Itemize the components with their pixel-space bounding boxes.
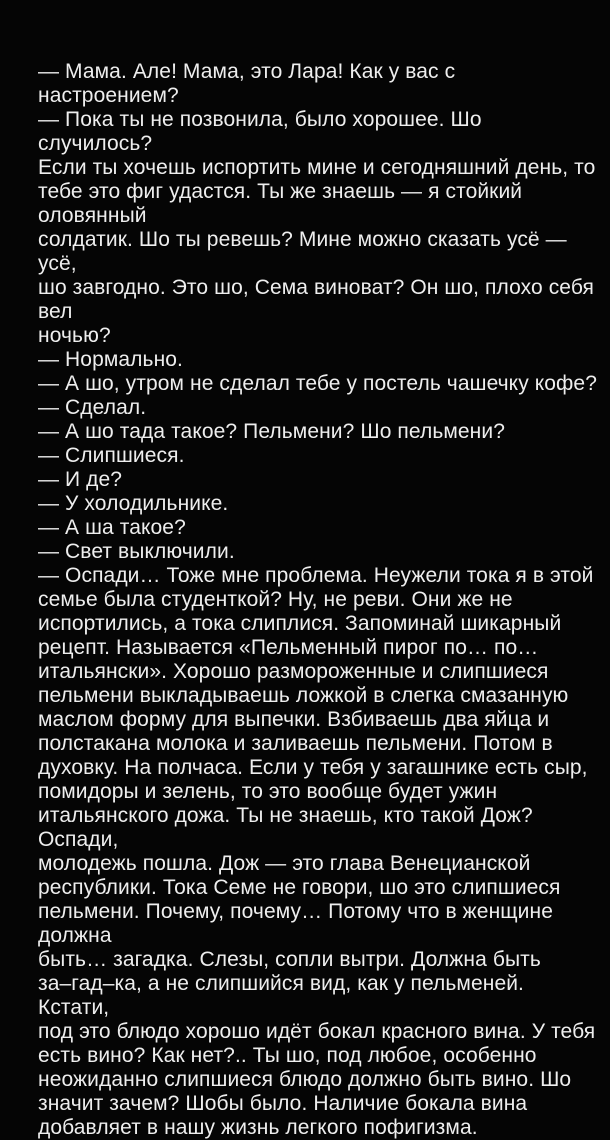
- text-line: — Свет выключили.: [38, 540, 235, 563]
- text-line: тебе это фиг удастся. Ты же знаешь — я стойкий оловянный: [38, 180, 529, 227]
- text-line: семье была студенткой? Ну, не реви. Они же не: [38, 588, 513, 611]
- text-line: полстакана молока и заливаешь пельмени. Потом в: [38, 732, 553, 755]
- text-line: шо завгодно. Это шо, Сема виноват? Он шо, плохо себя вел: [38, 276, 600, 323]
- text-line: под это блюдо хорошо идёт бокал красного вина. У тебя: [38, 1020, 596, 1043]
- text-line: — А шо тада такое? Пельмени? Шо пельмени?: [38, 420, 505, 443]
- text-line: маслом форму для выпечки. Взбиваешь два яйца и: [38, 708, 550, 731]
- text-line: — Сделал.: [38, 396, 147, 419]
- text-line: — И де?: [38, 468, 123, 491]
- text-line: помидоры и зелень, то это вообще будет ужин: [38, 780, 498, 803]
- text-line: — Пока ты не позвонила, было хорошее. Шо случилось?: [38, 108, 488, 155]
- text-line: пельмени выкладываешь ложкой в слегка смазанную: [38, 684, 569, 707]
- text-line: духовку. На полчаса. Если у тебя у загашнике есть сыр,: [38, 756, 588, 779]
- text-line: — А ша такое?: [38, 516, 186, 539]
- text-line: — Нормально.: [38, 348, 183, 371]
- text-line: быть… загадка. Слезы, сопли вытри. Должна быть: [38, 948, 541, 971]
- text-line: — А шо, утром не сделал тебе у постель чашечку кофе?: [38, 372, 597, 395]
- text-line: неожиданно слипшиеся блюдо должно быть вино. Шо: [38, 1068, 572, 1091]
- text-line: республики. Тока Семе не говори, шо это слипшиеся: [38, 876, 561, 899]
- text-line: испортились, а тока слиплися. Запоминай шикарный: [38, 612, 562, 635]
- text-line: солдатик. Шо ты ревешь? Мине можно сказать усё — усё,: [38, 228, 573, 275]
- text-line: молодежь пошла. Дож — это глава Венецианской: [38, 852, 531, 875]
- text-line: значит зачем? Шобы было. Наличие бокала вина: [38, 1092, 528, 1115]
- text-line: — У холодильнике.: [38, 492, 229, 515]
- text-line: — Оспади… Тоже мне проблема. Неужели тока я в этой: [38, 564, 594, 587]
- dialogue-text: [38, 60, 600, 1140]
- text-line: — Мама. Але! Мама, это Лара! Как у вас с настроением?: [38, 60, 462, 107]
- text-line: рецепт. Называется «Пельменный пирог по… по…: [38, 636, 539, 659]
- text-line: — Слипшиеся.: [38, 444, 185, 467]
- text-line: добавляет в нашу жизнь легкого пофигизма.: [38, 1116, 478, 1139]
- text-line: пельмени. Почему, почему… Потому что в женщине должна: [38, 900, 559, 947]
- text-line: итальянского дожа. Ты не знаешь, кто такой Дож? Оспади,: [38, 804, 539, 851]
- text-line: Если ты хочешь испортить мине и сегодняшний день, то: [38, 156, 596, 179]
- text-line: есть вино? Как нет?.. Ты шо, под любое, особенно: [38, 1044, 537, 1067]
- text-line: ночью?: [38, 324, 111, 347]
- text-line: за–гад–ка, а не слипшийся вид, как у пельменей. Кстати,: [38, 972, 530, 1019]
- text-line: итальянски». Хорошо размороженные и слипшиеся: [38, 660, 549, 683]
